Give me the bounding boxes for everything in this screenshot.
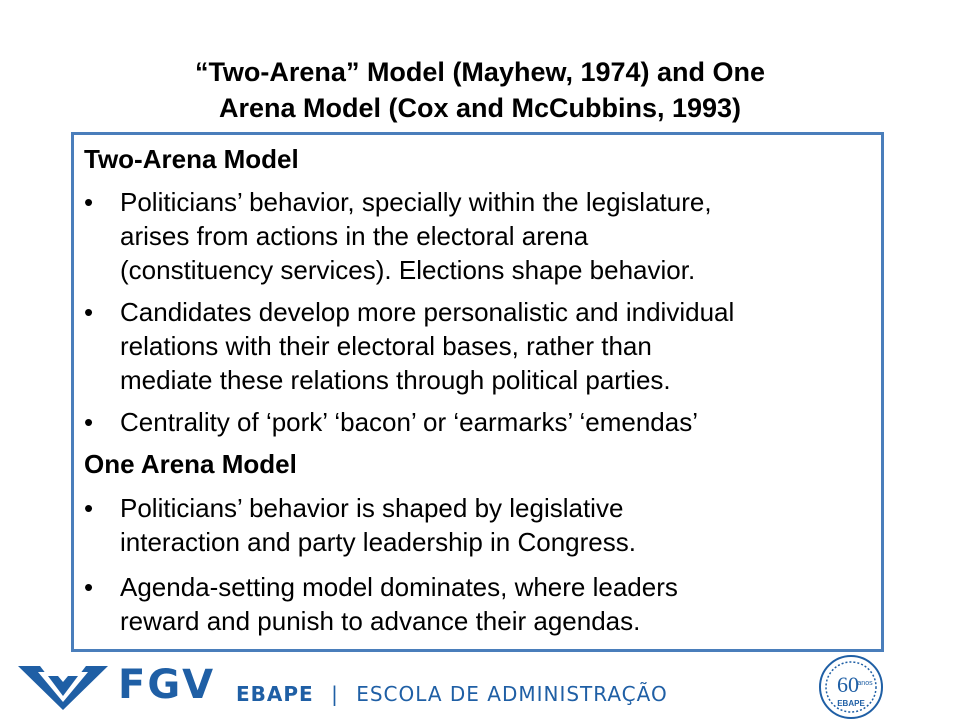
bullet-line: Politicians’ behavior is shaped by legislative xyxy=(120,493,624,523)
ebape-60-anos-seal-icon xyxy=(818,654,884,720)
bullet-line: relations with their electoral bases, rather than xyxy=(120,331,652,361)
school-name xyxy=(236,682,668,706)
bullet-line: Centrality of ‘pork’ ‘bacon’ or ‘earmarks’ ‘emendas’ xyxy=(120,407,699,437)
bullet-line: Politicians’ behavior, specially within the legislature, xyxy=(120,187,712,217)
fgv-chevron-logo-icon xyxy=(18,666,108,710)
bullet-line: arises from actions in the electoral arena xyxy=(120,221,589,251)
bullet-line: mediate these relations through political parties. xyxy=(120,365,671,395)
footer xyxy=(0,652,960,720)
seal-number: 60 xyxy=(837,672,859,697)
bullet-marker: • xyxy=(84,297,94,327)
bullet-text xyxy=(120,491,880,559)
bullet-text xyxy=(120,570,880,638)
section-heading-two-arena: Two-Arena Model xyxy=(84,144,299,174)
seal-label: EBAPE xyxy=(837,699,865,708)
school-label: ESCOLA DE ADMINISTRAÇÃO xyxy=(356,682,668,706)
bullet-text xyxy=(120,295,880,397)
title-line-2: Arena Model (Cox and McCubbins, 1993) xyxy=(218,93,742,123)
bullet-line: (constituency services). Elections shape behavior. xyxy=(120,255,696,285)
bullet-marker: • xyxy=(84,572,94,602)
bullet-text xyxy=(120,185,880,287)
bullet-marker: • xyxy=(84,493,94,523)
separator: | xyxy=(331,682,339,706)
bullet-text xyxy=(120,405,880,439)
bullet-marker: • xyxy=(84,187,94,217)
bullet-line: interaction and party leadership in Congress. xyxy=(120,527,636,557)
bullet-line: Agenda-setting model dominates, where leaders xyxy=(120,572,678,602)
bullet-line: Candidates develop more personalistic and individual xyxy=(120,297,735,327)
section-heading-one-arena: One Arena Model xyxy=(84,449,297,479)
content-box xyxy=(71,132,884,652)
bullet-line: reward and punish to advance their agendas. xyxy=(120,606,641,636)
slide-title xyxy=(60,54,900,126)
fgv-brand-text: FGV xyxy=(118,662,216,708)
unit-name: EBAPE xyxy=(236,682,314,706)
seal-small-text: anos xyxy=(857,680,873,687)
bullet-marker: • xyxy=(84,407,94,437)
title-line-1: “Two-Arena” Model (Mayhew, 1974) and One xyxy=(194,57,766,87)
